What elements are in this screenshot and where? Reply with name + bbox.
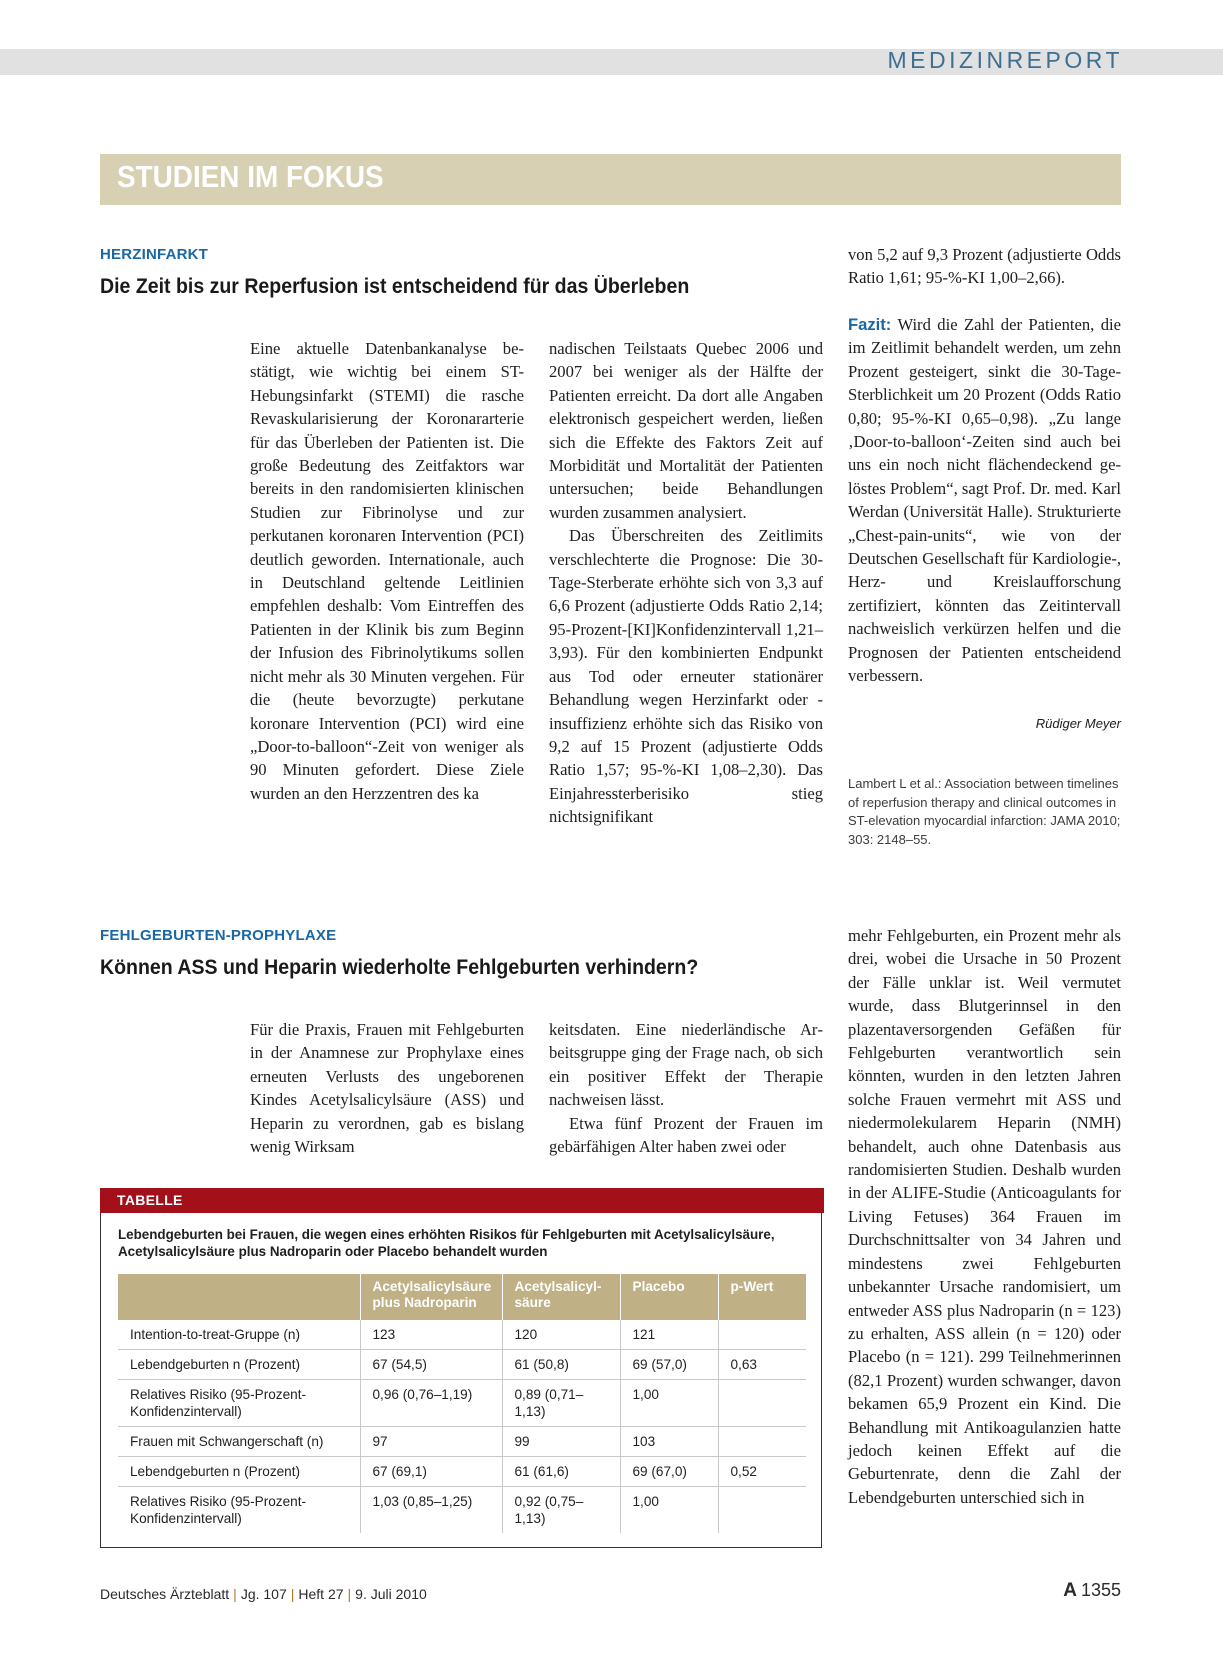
table-cell: Relatives Risiko (95-Prozent-Konfidenzintervall) bbox=[130, 1494, 307, 1526]
table-cell bbox=[718, 1427, 806, 1457]
table-column-header: Placebo bbox=[620, 1274, 718, 1320]
table-cell: 69 (67,0) bbox=[620, 1457, 718, 1487]
fazit-text: Wird die Zahl der Patienten, die im Zeitlimit behandelt werden, um zehn Prozent gesteigert, sinkt die 30-Tage-Sterblichkeit um 20 Prozent (Odds Ratio 0,80; 95-%-KI 0,65–0,98). „Zu lange ‚Door-to-balloon‘-Zeiten sind auch bei uns ein noch nicht flächendeckend gelöstes Problem“, sagt Prof. Dr. med. Karl Werdan (Universität Halle). Strukturierte „Chest-pain-units“, wie von der Deutschen Gesellschaft für Kardiologie-, Herz- und Kreislaufforschung zertifiziert, könnten das Zeitintervall nachweislich verkürzen helfen und die Prognosen der Patienten entscheidend verbessern. bbox=[848, 315, 1121, 686]
article1-column-3 bbox=[848, 243, 1121, 290]
article1-headline: Die Zeit bis zur Reperfusion ist entscheidend für das Überleben bbox=[100, 275, 690, 298]
article1-column-2 bbox=[549, 337, 823, 829]
table-header-bar bbox=[100, 1188, 824, 1213]
table-cell: Frauen mit Schwangerschaft (n) bbox=[118, 1427, 360, 1457]
article2-column-1 bbox=[250, 1018, 524, 1158]
table-column-header bbox=[118, 1274, 360, 1320]
table-row bbox=[118, 1427, 806, 1457]
footer-separator: | bbox=[290, 1586, 295, 1602]
footer-journal: Deutsches Ärzteblatt bbox=[100, 1586, 230, 1602]
table-cell: 97 bbox=[360, 1427, 502, 1457]
table-label: TABELLE bbox=[117, 1192, 183, 1208]
results-table-box bbox=[100, 1188, 822, 1548]
footer-volume: Jg. 107 bbox=[240, 1586, 287, 1602]
article1-col2-paragraph-2: Das Überschreiten des Zeitlimits verschlechterte die Prognose: Die 30-Tage-Sterberate erhöhte sich von 3,3 auf 6,6 Prozent (adjustierte Odds Ratio 2,14; 95-Prozent-[KI]Konfidenzintervall 1,21–3,93). Für den kombinierten Endpunkt aus Tod oder erneuter stationärer Behandlung wegen Herzinfarkt oder -insuffizienz erhöhte sich das Risiko von 9,2 auf 15 Prozent (adjustierte Odds Ratio 1,57; 95-%-KI 1,08–2,30). Das Einjahressterberisiko stieg nichtsignifikant bbox=[549, 526, 823, 827]
page-number bbox=[1063, 1580, 1121, 1602]
reference-citation: Lambert L et al.: Association between timelines of reperfusion therapy and clinical outcomes in ST-elevation myocardial infarction: JAMA 2010; 303: 2148–55. bbox=[848, 776, 1121, 847]
table-cell: 69 (57,0) bbox=[620, 1350, 718, 1380]
footer-issue: Heft 27 bbox=[298, 1586, 344, 1602]
section-label: MEDIZINREPORT bbox=[887, 47, 1123, 73]
table-column-header: Acetylsalicylsäure plus Nadroparin bbox=[360, 1274, 502, 1320]
table-cell: Intention-to-treat-Gruppe (n) bbox=[118, 1320, 360, 1350]
article1-col1-text: Eine aktuelle Datenbankanalyse bestätigt, wie wichtig bei einem ST-Hebungsinfarkt (STEMI) die rasche Revaskularisierung der Koronararterie für das Überleben der Patienten ist. Die große Bedeutung des Zeitfaktors war bereits in den randomisierten klinischen Studien zur Fibrinolyse und zur perkutanen koronaren Intervention (PCI) deutlich geworden. Internationale, auch in Deutschland geltende Leitlinien empfehlen deshalb: Vom Eintreffen des Patienten in der Klinik bis zum Beginn der Infusion des Fibrinolytikums sollen nicht mehr als 30 Minuten vergehen. Für die (heute bevorzugte) perkutane koronare Intervention (PCI) wird eine „Door-to-balloon“-Zeit von weniger als 90 Minuten gefordert. Diese Ziele wurden an den Herzzentren des ka bbox=[250, 339, 524, 803]
results-table bbox=[118, 1274, 806, 1533]
article2-headline: Können ASS und Heparin wiederholte Fehlgeburten verhindern? bbox=[100, 956, 699, 979]
table-cell bbox=[718, 1487, 806, 1534]
table-column-header: Acetylsalicylsäure bbox=[502, 1274, 620, 1320]
table-cell: 0,96 (0,76–1,19) bbox=[360, 1380, 502, 1427]
page-number-value: 1355 bbox=[1080, 1580, 1121, 1600]
table-cell: Lebendgeburten n (Prozent) bbox=[118, 1457, 360, 1487]
table-caption: Lebendgeburten bei Frauen, die wegen eines erhöhten Risikos für Fehlgeburten mit Acetylsalicylsäure, Acetylsalicylsäure plus Nadroparin oder Placebo behandelt wurden bbox=[118, 1227, 775, 1259]
table-cell: 67 (69,1) bbox=[360, 1457, 502, 1487]
table-row bbox=[118, 1487, 806, 1534]
section-banner bbox=[100, 154, 1121, 205]
article2-kicker: FEHLGEBURTEN-PROPHYLAXE bbox=[100, 927, 337, 944]
table-row bbox=[118, 1380, 806, 1427]
footer-date: 9. Juli 2010 bbox=[355, 1586, 427, 1602]
table-cell: 61 (61,6) bbox=[502, 1457, 620, 1487]
table-cell: Relatives Risiko (95-Prozent-Konfidenzintervall) bbox=[118, 1380, 360, 1427]
table-cell: 1,00 bbox=[620, 1487, 718, 1534]
footer-citation bbox=[100, 1586, 427, 1602]
table-cell: 120 bbox=[502, 1320, 620, 1350]
page-prefix: A bbox=[1063, 1580, 1077, 1601]
article2-column-3 bbox=[848, 924, 1121, 1509]
footer-separator: | bbox=[347, 1586, 352, 1602]
article1-col3-top: von 5,2 auf 9,3 Prozent (adjustierte Odds Ratio 1,61; 95-%-KI 1,00–2,66). bbox=[848, 245, 1121, 288]
table-cell: 121 bbox=[620, 1320, 718, 1350]
table-cell: Lebendgeburten n (Prozent) bbox=[118, 1350, 360, 1380]
article2-col1-text: Für die Praxis, Frauen mit Fehlgeburten in der Anamnese zur Prophylaxe eines erneuten Verlusts des ungeborenen Kindes Acetylsalicylsäure (ASS) und Heparin zu verordnen, gab es bislang wenig Wirksam bbox=[250, 1020, 524, 1157]
table-cell: 67 (54,5) bbox=[360, 1350, 502, 1380]
table-row bbox=[118, 1350, 806, 1380]
author-name: Rüdiger Meyer bbox=[1035, 716, 1121, 731]
table-cell: 99 bbox=[502, 1427, 620, 1457]
table-cell: 61 (50,8) bbox=[502, 1350, 620, 1380]
table-header-row bbox=[118, 1274, 806, 1320]
article2-col2-paragraph-1: keitsdaten. Eine niederländische Arbeitsgruppe ging der Frage nach, ob sich ein positiver Effekt der Therapie nachweisen lässt. bbox=[549, 1020, 823, 1110]
article1-column-1 bbox=[250, 337, 524, 805]
article1-fazit bbox=[848, 313, 1121, 688]
article1-col2-paragraph-1: nadischen Teilstaats Quebec 2006 und 2007 bei weniger als der Hälfte der Patienten erreicht. Da dort alle Angaben elektronisch gespeichert werden, ließen sich die Effekte des Faktors Zeit auf Morbidität und Mortalität der Patienten untersuchen; beide Behandlungen wurden zusammen analysiert. bbox=[549, 339, 823, 522]
table-cell: 0,92 (0,75–1,13) bbox=[502, 1487, 620, 1534]
article2-col2-paragraph-2: Etwa fünf Prozent der Frauen im gebärfähigen Alter haben zwei oder bbox=[549, 1113, 823, 1157]
table-row bbox=[118, 1320, 806, 1350]
table-row bbox=[118, 1457, 806, 1487]
table-cell: 0,63 bbox=[718, 1350, 806, 1380]
table-cell: 0,52 bbox=[718, 1457, 806, 1487]
table-cell: 0,89 (0,71–1,13) bbox=[502, 1380, 620, 1427]
footer-separator: | bbox=[233, 1586, 237, 1602]
fazit-label: Fazit: bbox=[848, 315, 892, 334]
article2-column-2 bbox=[549, 1018, 823, 1158]
banner-title: STUDIEN IM FOKUS bbox=[117, 159, 384, 194]
table-cell: 103 bbox=[620, 1427, 718, 1457]
table-cell: 1,00 bbox=[620, 1380, 718, 1427]
article2-col3-text: mehr Fehlgeburten, ein Prozent mehr als drei, wobei die Ursache in 50 Prozent der Fälle unklar ist. Weil vermutet wurde, dass Blutgerinnsel in den plazentaversorgenden Gefäßen für Fehlgeburten verantwortlich sein könnten, wurden in den letzten Jahren solche Frauen vermehrt mit ASS und niedermolekularem Heparin (NMH) behandelt, auch ohne Datenbasis aus randomisierten Studien. Deshalb wurden in der ALIFE-Studie (Anticoagulants for Living Fetuses) 364 Frauen im Durchschnittsalter von 34 Jahren und mindestens zwei Fehlgeburten unbekannter Ursache randomisiert, um entweder ASS plus Nadroparin (n = 123) zu erhalten, ASS allein (n = 120) oder Placebo (n = 121). 299 Teilnehmerinnen (82,1 Prozent) wurden schwanger, davon bekamen 65,9 Prozent ein Kind. Die Behandlung mit Antikoagulanzien hatte jedoch keinen Effekt auf die Geburtenrate, denn die Zahl der Lebendgeburten unterschied sich in bbox=[848, 926, 1121, 1507]
article1-kicker: HERZINFARKT bbox=[100, 246, 209, 263]
table-cell: 1,03 (0,85–1,25) bbox=[360, 1487, 502, 1534]
table-cell bbox=[718, 1320, 806, 1350]
table-column-header: p-Wert bbox=[718, 1274, 806, 1320]
table-cell: 123 bbox=[360, 1320, 502, 1350]
table-cell bbox=[718, 1380, 806, 1427]
